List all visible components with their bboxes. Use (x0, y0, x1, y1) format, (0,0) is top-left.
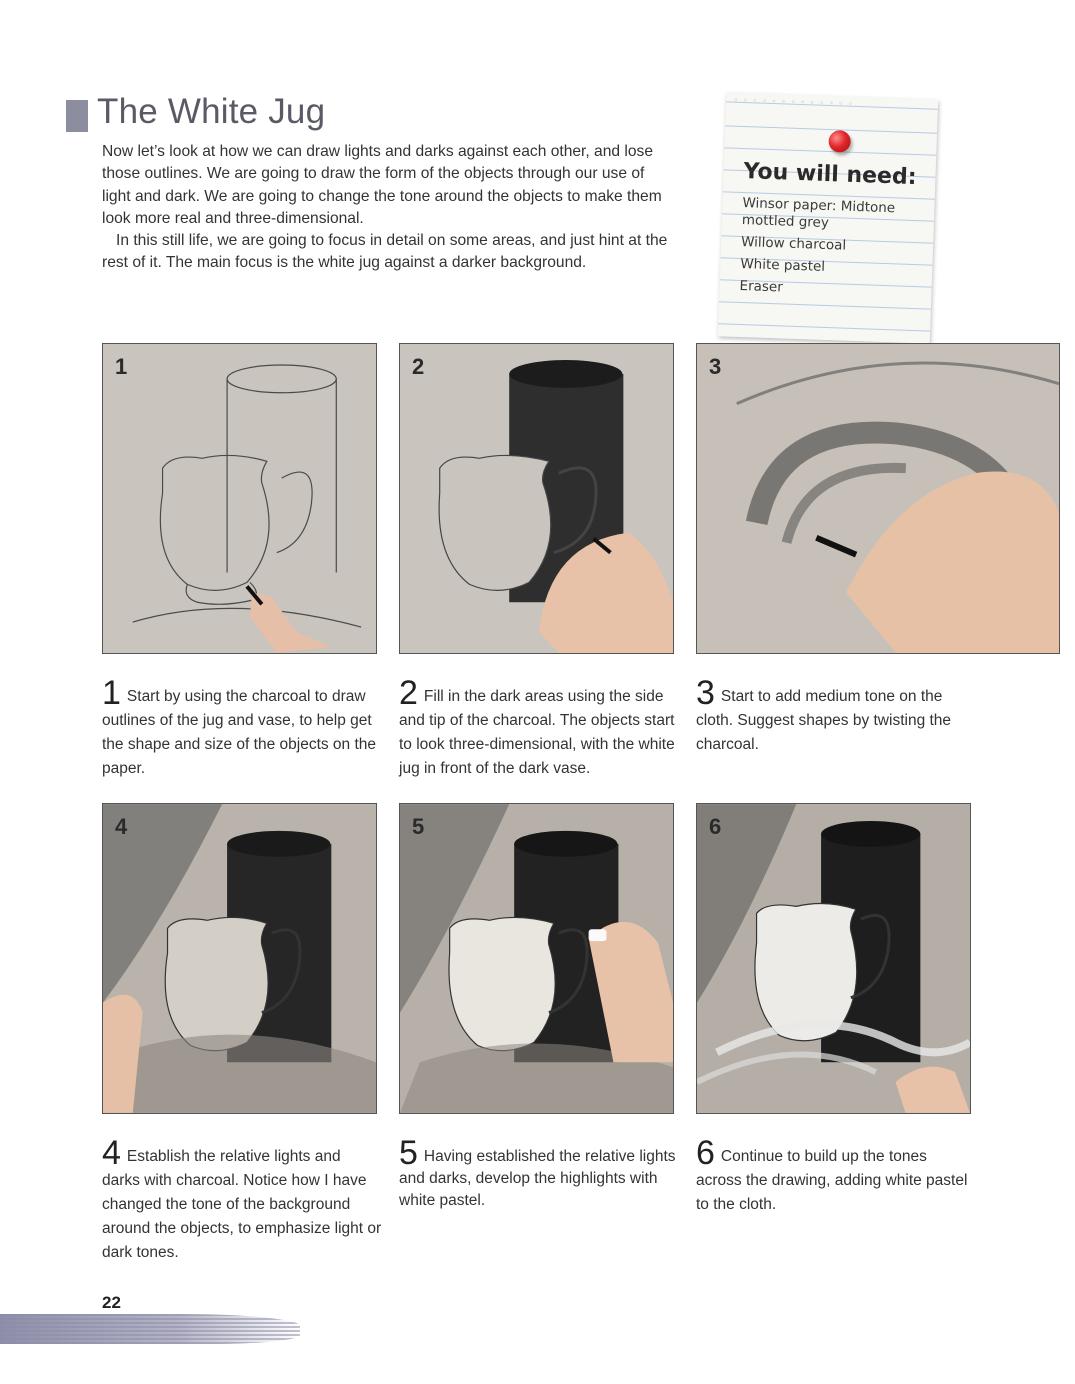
material-item: Eraser (739, 277, 784, 296)
title-accent-bar (66, 100, 88, 132)
step-5-image (399, 803, 674, 1114)
step-number: 6 (709, 814, 722, 839)
step-number: 2 (412, 354, 425, 379)
step-3-caption: 3 Start to add medium tone on the cloth. Suggest shapes by twisting the charcoal. (696, 674, 952, 753)
intro-paragraph-1: Now let’s look at how we can draw lights and darks against each other, and lose those outlines. We are going to draw the form of the objects through our use of light and dark. We are going to change the tone around the objects to make them look more real and three-dimensional. (102, 143, 662, 227)
step-number: 4 (115, 814, 128, 839)
step-1-caption: 1 Start by using the charcoal to draw outlines of the jug and vase, to help get the shape and size of the objects on the paper. (102, 674, 377, 777)
step-3-image (696, 343, 1060, 654)
materials-note (718, 92, 938, 343)
materials-list (739, 195, 923, 306)
intro-paragraph-2: In this still life, we are going to focus in detail on some areas, and just hint at the rest of it. The main focus is the white jug against a darker background. (102, 232, 668, 272)
material-item: Winsor paper: Midtone mottled grey (741, 195, 896, 232)
step-4-caption: 4 Establish the relative lights and darks with charcoal. Notice how I have changed the tone of the background around the objects, to emphasize light or dark tones. (102, 1134, 382, 1261)
pushpin-icon (828, 130, 851, 153)
page-title: The White Jug (97, 92, 326, 131)
step-5-caption: 5 Having established the relative lights and darks, develop the highlights with white pastel. (399, 1134, 676, 1209)
step-number: 3 (709, 354, 722, 379)
brush-stroke-decoration (0, 1314, 300, 1344)
dark-vase-drawing (400, 344, 673, 653)
step-6-image (696, 803, 971, 1114)
step-number: 5 (412, 814, 425, 839)
highlights-drawing (400, 804, 673, 1113)
step-4-image (102, 803, 377, 1114)
material-item: White pastel (740, 255, 826, 275)
cloth-tone-drawing (697, 344, 1059, 653)
jug-outline-drawing (103, 344, 376, 653)
page-number: 22 (102, 1293, 121, 1312)
spiral-holes: ◦◦◦◦◦◦◦◦◦◦◦◦◦ (733, 94, 859, 110)
lights-darks-drawing (103, 804, 376, 1113)
material-item: Willow charcoal (740, 233, 847, 254)
step-2-image (399, 343, 674, 654)
intro-text (102, 141, 672, 275)
finished-drawing (697, 804, 970, 1113)
step-2-caption: 2 Fill in the dark areas using the side and tip of the charcoal. The objects start to look three-dimensional, with the white jug in front of the dark vase. (399, 674, 675, 777)
step-number: 1 (115, 354, 128, 379)
step-1-image (102, 343, 377, 654)
step-6-caption: 6 Continue to build up the tones across the drawing, adding white pastel to the cloth. (696, 1134, 968, 1213)
materials-heading: You will need: (743, 159, 917, 191)
